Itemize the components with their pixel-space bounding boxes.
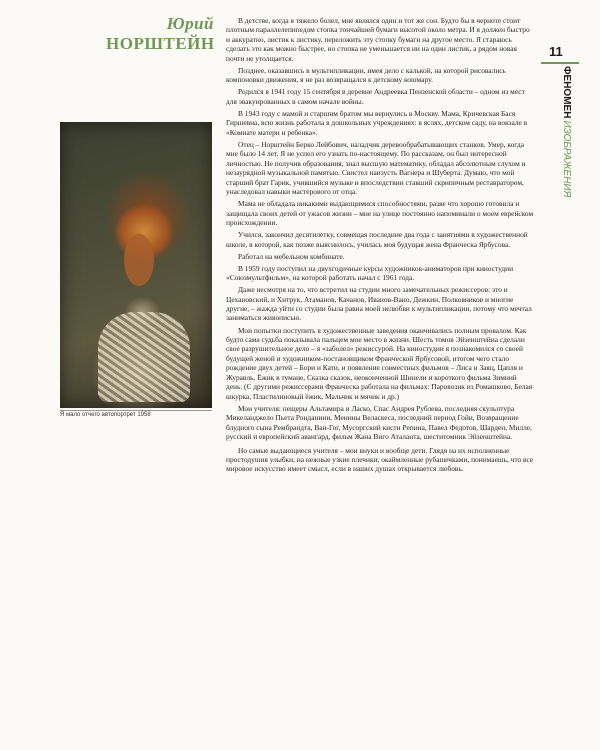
article-body [226, 16, 534, 477]
author-first-name: Юрий [166, 14, 214, 33]
paragraph: В 1959 году поступил на двухгодичные курсы художников-аниматоров при киностудии «Союзмультфильм», на которой работать начал с 1961 года. [226, 263, 514, 283]
paragraph: Работал на мебельном комбинате. [238, 251, 345, 261]
portrait-face [124, 234, 154, 286]
paragraph: Учился, закончил десятилетку, совмещая последние два года с занятиями в художественной школе, в которой, как позже выяснилось, училась моя будущая жена Франческа Ярбусова. [226, 230, 528, 249]
paragraph: Даже несмотря на то, что встретил на студии много замечательных режиссеров: это и Цехановский, и Хитрук, Атаманов, Качанов, Иванов-Вано, Дежкин, Полковников и многие другие, – жажда уйти со студии была равна моей нелюбви к мультипликации, потому что мечтал заниматься живописью. [226, 285, 532, 323]
painting-caption: Я мало отчего автопортрет 1958 [60, 410, 212, 418]
paragraph: В 1943 году с мамой и старшим братом мы вернулись в Москву. Мама, Кричевская Бася Гиршевна, всю жизнь работала в дошкольных учреждениях: в яслях, детском саду, на вокзале в «Комнате матери и ребенка». [226, 108, 528, 137]
page-number: 11 [549, 44, 563, 59]
paragraph: Родился в 1941 году 15 сентября в деревне Андреевка Пензенской области – одном из мест для эвакуированных в самом начале войны. [226, 87, 525, 106]
paragraph: Позднее, оказавшись в мультипликации, имея дело с калькой, на которой рисовались компоновки движения, я не раз возвращался к детскому кошмару. [226, 65, 506, 85]
self-portrait-painting [60, 122, 212, 408]
paragraph: Мои попытки поступить в художественные заведения оканчивались полным провалом. Как будто сама судьба показывала пальцем мое место в жизни. Шесть томов Эйзенштейна сделали свое разрушительное дело – я «заболел» режиссурой. На киностудии я познакомился со своей будущей женой и художником-постановщиком Франческой Ярбусовой, итогом чего стало рождение двух детей – Бори и Кати, и появление совместных фильмов – Лиса и Заяц, Цапля и Журавль, Ёжик в тумане, Сказка сказок, неоконченной Шинели и короткого фильма Зимний день. (С другими режиссерами Франческа работала на фильмах: Паровозик из Ромашково, Белая шкурка, Пластилиновый ёжик, Мальчик и мячик и др.) [226, 325, 533, 401]
section-title-bold: ФЕНОМЕН [561, 66, 572, 119]
portrait-scarf [98, 312, 190, 402]
paragraph: Отец – Норштейн Берко Лейбович, наладчик деревообрабатывающих станков. Умер, когда мне было 14 лет. Я не успел его узнать по-настоящему. По рассказам, он был интересной личностью. Не получив образования, знал высшую математику, обладал абсолютным слухом и незаурядной музыкальной памятью. Свистел наизусть Вагнера и Шуберта. Думаю, что мой старший брат Гарик, учившийся музыке и впоследствии ставший скрипичным реставратором, унаследовал навыки мастерового от отца. [226, 139, 526, 197]
paragraph: Мои учителя: пещеры Альтамира и Ласко, Спас Андрея Рублева, последняя скульптура Микеланджело Пьета Ронданини, Менины Веласкеса, последний период Гойи, Возвращение блудного сына Рембрандта, Ван-Гог, Мусоргский кисти Репина, Павел Федотов, Шарден, Милле, русский и европейский авангард, фильм Жана Виго Аталанта, шеститомник Эйзенштейна. [226, 403, 532, 442]
paragraph: В детстве, когда я тяжело болел, мне являлся один и тот же сон. Будто бы в черноте стоит плотным параллелепипедом стопка тончайшей бумаги высотой около метра. И я должен быстро и аккуратно, листик к листику, переложить эту стопку бумаги на другое место. Я стараюсь сделать это как можно быстрее, но стопка не уменьшается ни на один листик, а рядом новая почти не утолщается. [226, 16, 530, 63]
author-last-name: НОРШТЕЙН [106, 34, 215, 53]
section-title [561, 66, 572, 197]
section-title-italic: ИЗОБРАЖЕНИЯ [561, 120, 572, 198]
paragraph: Мама не обладала никакими выдающимися способностями, разве что хорошо готовила и защищала своих детей от ужасов жизни – мне на улице постоянно напоминали о моем еврейском происхождении. [226, 199, 534, 228]
author-name [106, 14, 214, 54]
header-rule [541, 62, 579, 64]
paragraph: Но самые выдающиеся учителя – мои внуки и вообще дети. Глядя на их исполненные простодушия улыбки, на нежные узкие плечики, окаймленные рубашечками, понимаешь, что все мировое искусство имеет смысл, если в наших душах открывается любовь. [226, 445, 534, 474]
